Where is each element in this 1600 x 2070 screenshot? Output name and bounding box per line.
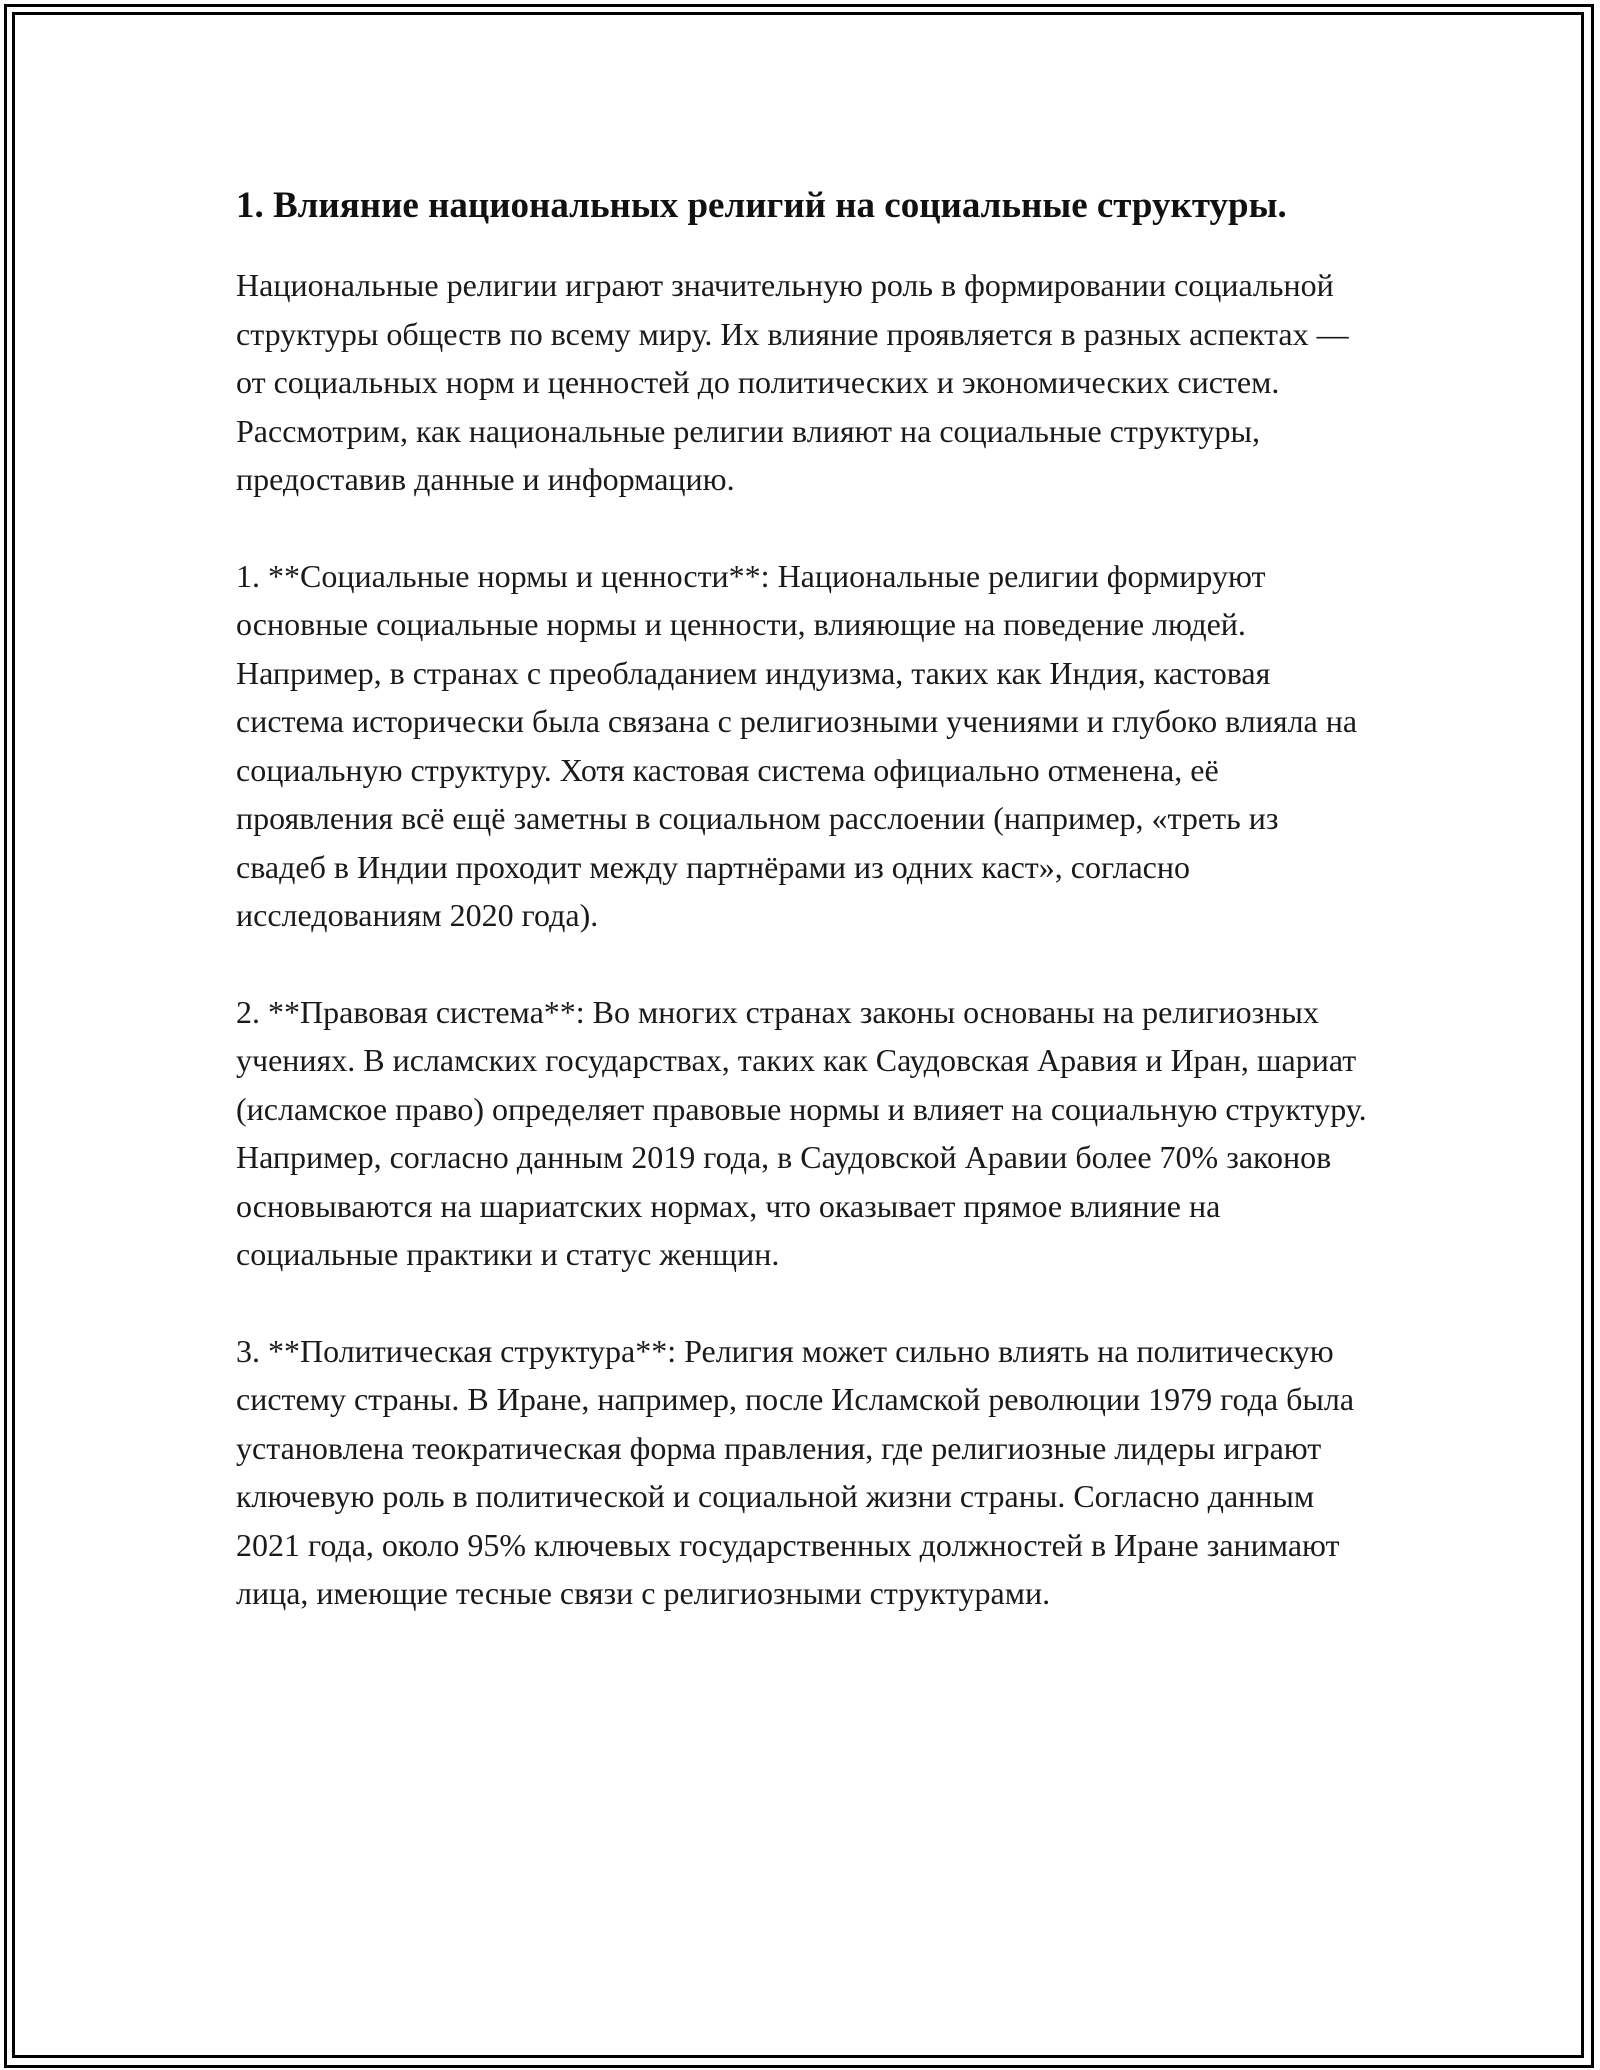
paragraph-political-structure: 3. **Политическая структура**: Религия может сильно влиять на политическую систему страны. В Иране, например, после Исламской революции 1979 года была установлена теократическая форма правления, где религиозные лидеры играют ключевую роль в политической и социальной жизни страны. Согласно данным 2021 года, около 95% ключевых государственных должностей в Иране занимают лица, имеющие тесные связи с религиозными структурами. — [236, 1332, 1355, 1611]
intro-paragraph: Национальные религии играют значительную роль в формировании социальной структуры обществ по всему миру. Их влияние проявляется в разных аспектах — от социальных норм и ценностей до политических и экономических систем. Рассмотрим, как национальные религии влияют на социальные структуры, предоставив данные и информацию. — [236, 267, 1349, 497]
paragraph-social-norms: 1. **Социальные нормы и ценности**: Национальные религии формируют основные социальные нормы и ценности, влияющие на поведение людей. Например, в странах с преобладанием индуизма, таких как Индия, кастовая система исторически была связана с религиозными учениями и глубоко влияла на социальную структуру. Хотя кастовая система официально отменена, её проявления всё ещё заметны в социальном расслоении (например, «треть из свадеб в Индии проходит между партнёрами из одних каст», согласно исследованиям 2020 года). — [236, 557, 1358, 933]
paragraph-legal-system: 2. **Правовая система**: Во многих странах законы основаны на религиозных учениях. В исламских государствах, таких как Саудовская Аравия и Иран, шариат (исламское право) определяет правовые нормы и влияет на социальную структуру. Например, согласно данным 2019 года, в Саудовской Аравии более 70% законов основываются на шариатских нормах, что оказывает прямое влияние на социальные практики и статус женщин. — [236, 993, 1367, 1272]
document-body — [236, 180, 1376, 1666]
document-title: 1. Влияние национальных религий на социальные структуры. — [236, 185, 1287, 226]
